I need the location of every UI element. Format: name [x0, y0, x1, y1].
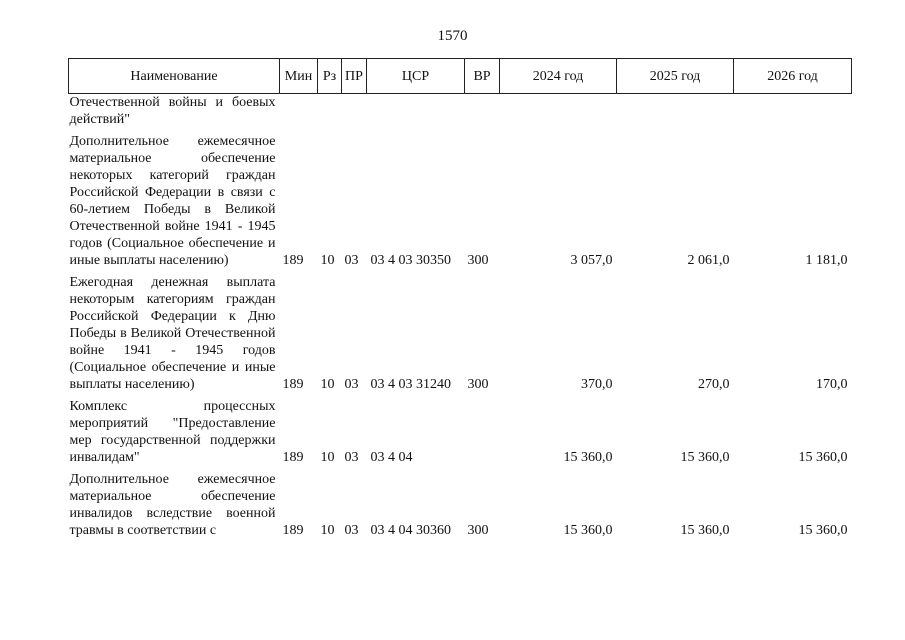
header-2026: 2026 год [734, 59, 852, 94]
row-min: 189 [282, 377, 304, 392]
row-2025: 15 360,0 [680, 523, 730, 538]
header-min: Мин [280, 59, 318, 94]
header-2025: 2025 год [617, 59, 734, 94]
row-csr: 03 4 04 30360 [370, 523, 451, 538]
row-2025: 270,0 [698, 377, 730, 392]
row-pr: 03 [344, 450, 359, 465]
header-rz: Рз [318, 59, 342, 94]
row-2026 [734, 94, 852, 134]
row-rz: 10 [320, 377, 335, 392]
row-pr: 03 [344, 253, 359, 268]
row-2025: 2 061,0 [687, 253, 730, 268]
row-2026: 1 181,0 [805, 253, 848, 268]
table-row [69, 471, 852, 544]
row-2026: 15 360,0 [798, 450, 848, 465]
row-name: Отечественной войны и боевых действий" [69, 95, 276, 127]
row-vr [465, 398, 500, 471]
row-2026: 170,0 [816, 377, 848, 392]
row-2024: 3 057,0 [570, 253, 613, 268]
row-pr: 03 [344, 377, 359, 392]
row-csr [367, 94, 465, 134]
row-name: Ежегодная денежная выплата некоторым категориям граждан Российской Федерации к Дню Победы в Великой Отечественной войне 1941 - 1945 годов (Социальное обеспечение и иные выплаты населению) [69, 275, 276, 392]
row-2024: 15 360,0 [563, 450, 613, 465]
row-name: Дополнительное ежемесячное материальное обеспечение инвалидов вследствие военной травмы в соответствии с [69, 472, 276, 538]
header-2024: 2024 год [500, 59, 617, 94]
row-rz: 10 [320, 450, 335, 465]
row-rz [318, 94, 342, 134]
row-pr [342, 94, 367, 134]
page-number: 1570 [437, 28, 468, 44]
row-vr: 300 [467, 377, 489, 392]
row-name: Дополнительное ежемесячное материальное обеспечение некоторых категорий граждан Российской Федерации в связи с 60-летием Победы в Великой Отечественной войне 1941 - 1945 годов (Социальное обеспечение и иные выплаты населению) [69, 134, 276, 268]
row-vr: 300 [467, 253, 489, 268]
row-2026: 15 360,0 [798, 523, 848, 538]
row-min: 189 [282, 450, 304, 465]
row-2025: 15 360,0 [680, 450, 730, 465]
header-csr: ЦСР [367, 59, 465, 94]
row-csr: 03 4 04 [370, 450, 413, 465]
row-name: Комплекс процессных мероприятий "Предоставление мер государственной поддержки инвалидам" [69, 399, 276, 465]
row-vr: 300 [467, 523, 489, 538]
row-rz: 10 [320, 253, 335, 268]
row-2024 [500, 94, 617, 134]
row-vr [465, 94, 500, 134]
row-min [280, 94, 318, 134]
row-pr: 03 [344, 523, 359, 538]
budget-table [68, 58, 852, 544]
row-min: 189 [282, 523, 304, 538]
table-row [69, 398, 852, 471]
header-name: Наименование [69, 59, 280, 94]
row-2025 [617, 94, 734, 134]
row-rz: 10 [320, 523, 335, 538]
table-row [69, 94, 852, 134]
row-min: 189 [282, 253, 304, 268]
row-2024: 15 360,0 [563, 523, 613, 538]
row-2024: 370,0 [581, 377, 613, 392]
table-header-row [69, 59, 852, 94]
header-pr: ПР [342, 59, 367, 94]
row-csr: 03 4 03 30350 [370, 253, 451, 268]
table-row [69, 274, 852, 398]
table-row [69, 133, 852, 274]
header-vr: ВР [465, 59, 500, 94]
row-csr: 03 4 03 31240 [370, 377, 451, 392]
